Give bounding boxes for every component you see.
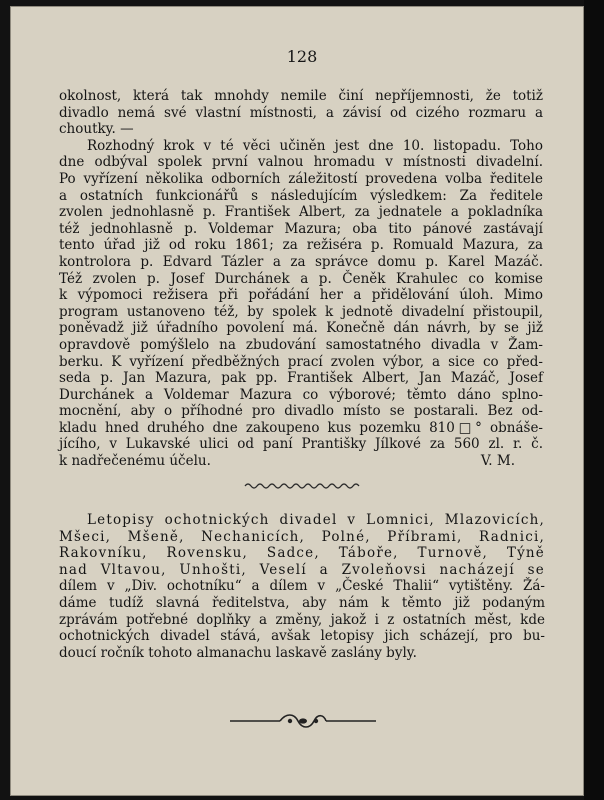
ornament-divider [228, 710, 378, 732]
text-line: program ustanoveno též, by spolek k jednotě divadelní přistoupil, [59, 303, 543, 320]
text-line: k nadřečenému účelu. [59, 453, 211, 470]
text-line-final [59, 453, 543, 470]
text-line: tento úřad již od roku 1861; za režiséra p. Romuald Mazura, za [59, 237, 543, 254]
text-line: berku. K vyřízení předběžných prací zvolen výbor, a sice co před- [59, 353, 543, 370]
text-line: Po vyřízení několika odborních záležitostí provedena volba ředitele [59, 170, 543, 187]
text-line: nad Vltavou, Unhošti, Veselí a Zvoleňovsi nacházejí se [59, 561, 545, 578]
text-line: kladu hned druhého dne zakoupeno kus pozemku 810□° obnáše- [59, 419, 543, 436]
text-line: choutky. — [59, 121, 134, 138]
text-line: ochotnických divadel stává, avšak letopisy jich scházejí, pro bu- [59, 628, 545, 645]
text-line: dílem v „Div. ochotníku“ a dílem v „České Thalii“ vytištěny. Žá- [59, 578, 545, 595]
text-line: poněvadž již úřadního povolení má. Konečně dán návrh, by se již [59, 320, 543, 337]
text-line: zvolen jednohlasně p. František Albert, za jednatele a pokladníka [59, 204, 543, 221]
text-line: okolnost, která tak mnohdy nemile činí nepříjemnosti, že totiž [59, 88, 543, 104]
text-line: dne odbýval spolek první valnou hromadu v místnosti divadelní. [59, 154, 543, 171]
text-line: Letopisy ochotnických divadel v Lomnici, Mlazovicích, [87, 512, 545, 528]
article-text [59, 88, 543, 470]
page-number: 128 [286, 47, 318, 66]
text-line: zprávám potřebné doplňky a změny, jakož i z ostatních měst, kde [59, 611, 545, 628]
text-line: Též zvolen p. Josef Durchánek a p. Čeněk Krahulec co komise [59, 270, 543, 287]
scan-border [584, 0, 604, 800]
text-line: mocnění, aby o příhodné pro divadlo místo se postarali. Bez od- [59, 403, 543, 420]
text-line: divadlo nemá své vlastní místnosti, a závisí od cizého rozmaru a [59, 104, 543, 121]
text-line: Mšeci, Mšeně, Nechanicích, Polné, Příbrami, Radnici, [59, 528, 545, 545]
text-line: kontrolora p. Edvard Tázler a za správce domu p. Karel Mazáč. [59, 253, 543, 270]
text-line: seda p. Jan Mazura, pak pp. František Albert, Jan Mazáč, Josef [59, 370, 543, 387]
author-signature: V. M. [480, 453, 515, 470]
notice-text [59, 512, 545, 661]
text-line: Rozhodný krok v té věci učiněn jest dne 10. listopadu. Toho [87, 137, 543, 154]
text-line: Durchánek a Voldemar Mazura co výborové; těmto dáno splno- [59, 386, 543, 403]
text-line: dáme tudíž slavná ředitelstva, aby nám k těmto již podaným [59, 594, 545, 611]
text-line: též jednohlasně p. Voldemar Mazura; oba tito pánové zastávají [59, 220, 543, 237]
text-line: opravdově pomýšlelo na zbudování samostatného divadla v Žam- [59, 336, 543, 353]
text-line: Rakovníku, Rovensku, Sadce, Táboře, Turnově, Týně [59, 545, 545, 562]
text-line: a ostatních funkcionářů s následujícím výsledkem: Za ředitele [59, 187, 543, 204]
text-line: jícího, v Lukavské ulici od paní Prantišky Jílkové za 560 zl. r. č. [59, 436, 543, 453]
text-line: doucí ročník tohoto almanachu laskavě zaslány byly. [59, 644, 417, 661]
text-line: k výpomoci režisera při pořádání her a přidělování úloh. Mimo [59, 287, 543, 304]
wavy-divider [243, 479, 363, 493]
